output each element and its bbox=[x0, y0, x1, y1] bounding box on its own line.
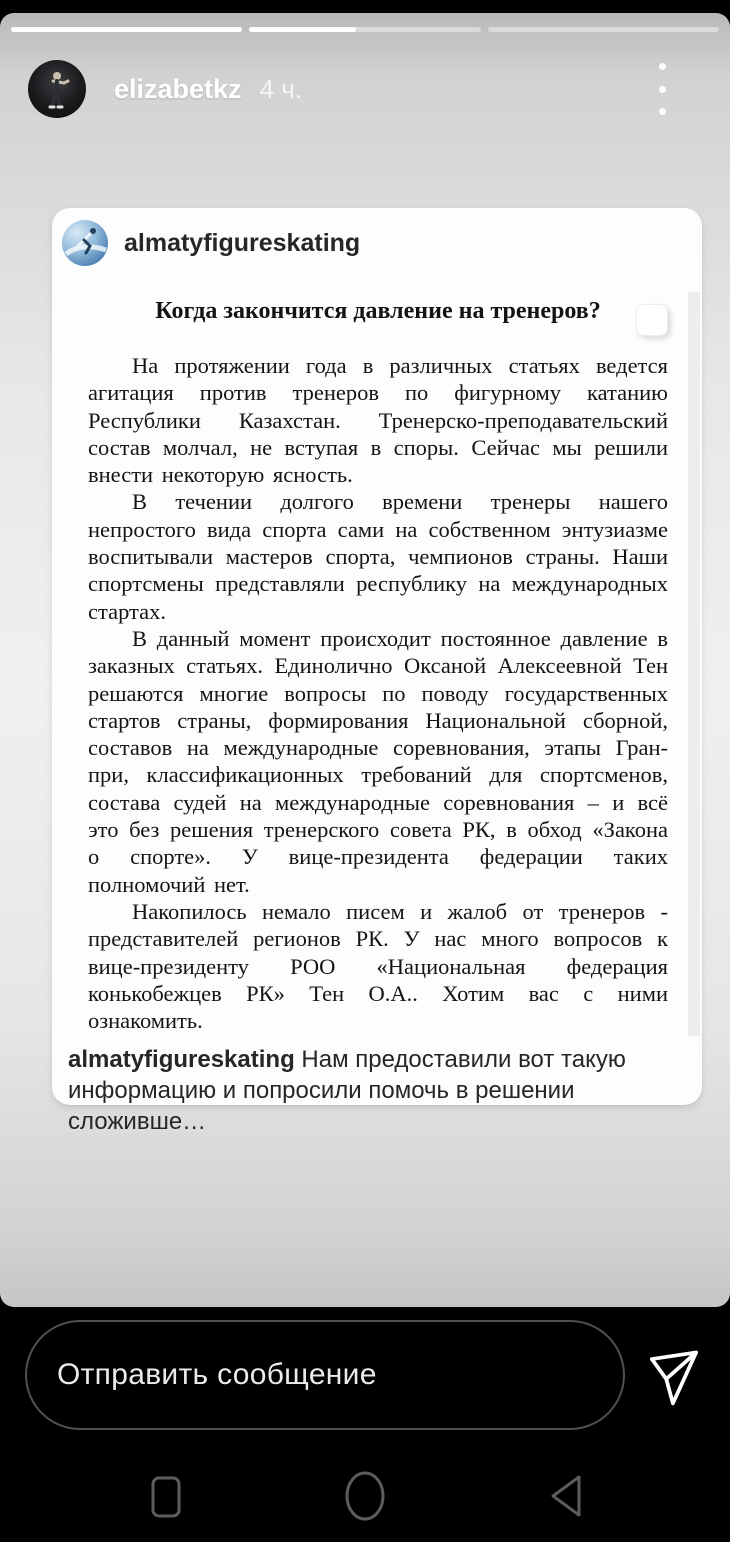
post-header bbox=[62, 220, 360, 266]
document-title: Когда закончится давление на тренеров? bbox=[155, 298, 601, 324]
message-input-placeholder: Отправить сообщение bbox=[57, 1358, 377, 1391]
scan-page-edge bbox=[688, 292, 700, 1036]
document-paragraph: Накопилось немало писем и жалоб от тренеров - представителей регионов РК. У нас много вопросов к вице-президенту РОО «Национальная федерация конькобежцев РК» Тен О.А.. Хотим вас с ними ознакомить. bbox=[88, 898, 668, 1034]
story-username[interactable]: elizabetkz bbox=[114, 73, 242, 104]
post-caption bbox=[68, 1044, 680, 1137]
caption-username[interactable]: almatyfigureskating bbox=[68, 1046, 295, 1073]
post-avatar[interactable] bbox=[62, 220, 108, 266]
progress-segment bbox=[11, 27, 242, 32]
back-button[interactable] bbox=[547, 1472, 585, 1525]
progress-segment bbox=[249, 27, 480, 32]
story-view[interactable] bbox=[0, 13, 730, 1307]
figure-skater-photo bbox=[28, 60, 86, 118]
paper-plane-icon bbox=[646, 1348, 702, 1410]
back-triangle-icon bbox=[547, 1472, 585, 1520]
three-dots-menu-icon[interactable] bbox=[648, 63, 676, 115]
android-nav-bar bbox=[0, 1440, 730, 1542]
story-avatar[interactable] bbox=[28, 60, 86, 118]
recents-button[interactable] bbox=[151, 1476, 181, 1523]
home-button[interactable] bbox=[344, 1470, 386, 1527]
post-username[interactable]: almatyfigureskating bbox=[124, 228, 361, 257]
shared-post-card[interactable] bbox=[52, 208, 702, 1135]
message-input[interactable] bbox=[25, 1320, 625, 1430]
scanned-document bbox=[88, 296, 668, 1034]
document-paragraph: На протяжении года в различных статьях ведется агитация против тренеров по фигурному катанию Республики Казахстан. Тренерско-преподавательский состав молчал, не вступая в споры. Сейчас мы решили внести некоторую ясность. bbox=[88, 353, 668, 488]
recents-square-icon bbox=[151, 1476, 181, 1518]
document-paragraph: В течении долгого времени тренеры нашего непростого вида спорта сами на собственном энтузиазме воспитывали мастеров спорта, чемпионов страны. Наши спортсмены представляли республику на международных стартах. bbox=[88, 489, 668, 624]
send-message-button[interactable] bbox=[646, 1348, 702, 1410]
document-paragraph: В данный момент происходит постоянное давление в заказных статьях. Единолично Оксаной Алексеевной Тен решаются многие вопросы по поводу государственных стартов страны, формирования Национальной сборной, составов на международные соревнования, этапы Гран-при, классификационных требований для спортсменов, состава судей на международные соревнования – и всё это без решения тренерского совета РК, в обход «Закона о спорте». У вице-президента федерации таких полномочий нет. bbox=[88, 625, 668, 897]
progress-segment bbox=[488, 27, 719, 32]
home-circle-icon bbox=[344, 1470, 386, 1522]
document-paragraphs bbox=[88, 352, 668, 1034]
caption-text: Нам предоставили вот такую информацию и попросили помочь в решении сложивше… bbox=[68, 1046, 626, 1135]
story-timestamp: 4 ч. bbox=[259, 73, 303, 104]
story-header bbox=[28, 57, 710, 121]
skating-rink-photo bbox=[62, 220, 108, 266]
story-progress bbox=[11, 27, 719, 32]
